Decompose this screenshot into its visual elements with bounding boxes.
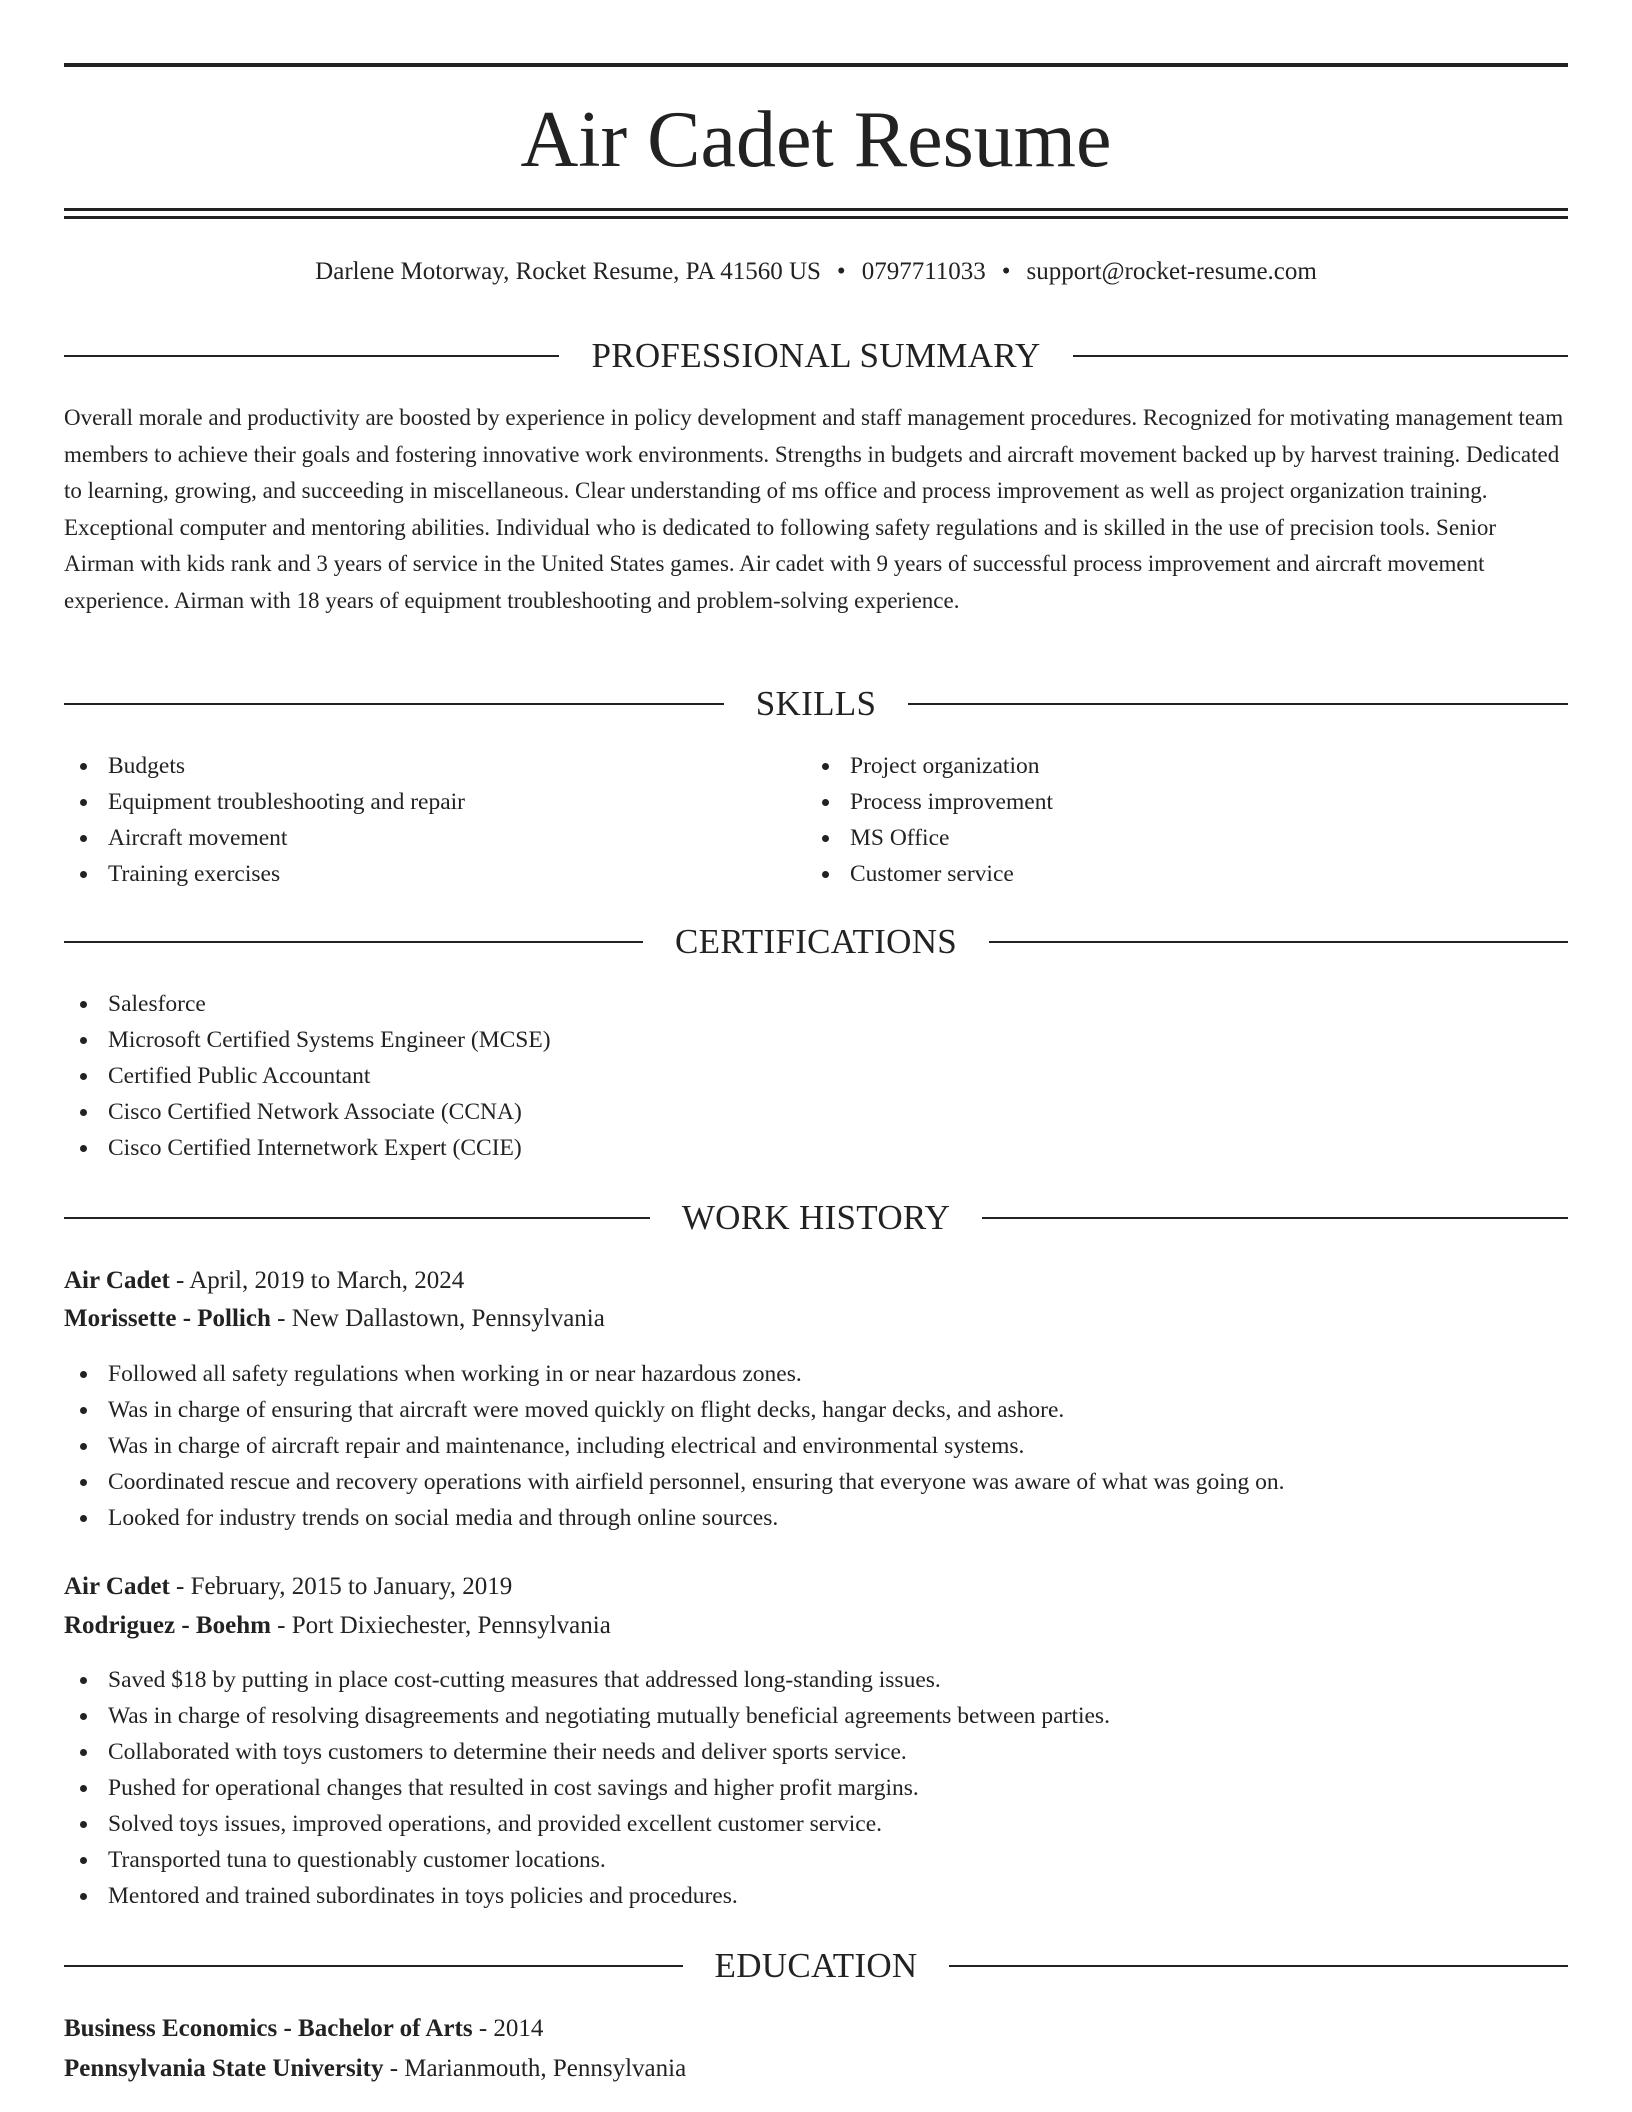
summary-text: Overall morale and productivity are boosted by experience in policy development and staff management procedures. Recognized for motivating management team members to achieve their goals and fostering innovative work environments. Strengths in budgets and aircraft movement backed up by harvest training. Dedicated to learning, growing, and succeeding in miscellaneous. Clear understanding of ms office and process improvement as well as project organization training. Exceptional computer and mentoring abilities. Individual who is dedicated to following safety regulations and is skilled in the use of precision tools. Senior Airman with kids rank and 3 years of service in the United States games. Air cadet with 9 years of successful process improvement and aircraft movement experience. Airman with 18 years of equipment troubleshooting and problem-solving experience. <box>64 405 1564 613</box>
skill-item: MS Office <box>806 820 1526 856</box>
heading-rule <box>982 1217 1568 1219</box>
heading-rule <box>908 703 1568 705</box>
education-location: Marianmouth, Pennsylvania <box>404 2055 687 2082</box>
job-bullet: Mentored and trained subordinates in toys policies and procedures. <box>64 1878 1568 1914</box>
education-year: 2014 <box>493 2015 544 2042</box>
certification-item: Microsoft Certified Systems Engineer (MCSE) <box>64 1022 1568 1058</box>
section-heading-education <box>64 1944 1568 1988</box>
job-bullet: Solved toys issues, improved operations, and provided excellent customer service. <box>64 1806 1568 1842</box>
job-employer-line: Rodriguez - Boehm - Port Dixiechester, Pennsylvania <box>64 1612 611 1639</box>
job-bullet: Pushed for operational changes that resulted in cost savings and higher profit margins. <box>64 1770 1568 1806</box>
contact-separator: • <box>836 258 846 285</box>
skills-list-left <box>64 748 784 892</box>
education-school-line: Pennsylvania State University - Marianmouth, Pennsylvania <box>64 2055 687 2082</box>
heading-rule <box>64 941 643 943</box>
heading-rule <box>64 703 724 705</box>
section-heading-label: WORK HISTORY <box>681 1198 951 1237</box>
education-degree: Business Economics - Bachelor of Arts <box>64 2015 473 2042</box>
job-bullet: Collaborated with toys customers to determine their needs and deliver sports service. <box>64 1734 1568 1770</box>
skill-item: Aircraft movement <box>64 820 784 856</box>
job-bullet: Was in charge of ensuring that aircraft were moved quickly on flight decks, hangar decks, and ashore. <box>64 1392 1568 1428</box>
contact-separator: • <box>1001 258 1011 285</box>
section-heading-label: PROFESSIONAL SUMMARY <box>591 336 1041 375</box>
job-bullet: Followed all safety regulations when working in or near hazardous zones. <box>64 1356 1568 1392</box>
job-location: Port Dixiechester, Pennsylvania <box>291 1612 611 1639</box>
contact-line <box>64 252 1568 292</box>
heading-rule <box>949 1965 1568 1967</box>
job-bullet: Was in charge of aircraft repair and maintenance, including electrical and environmental systems. <box>64 1428 1568 1464</box>
contact-address: Darlene Motorway, Rocket Resume, PA 41560 US <box>315 258 821 285</box>
contact-email: support@rocket-resume.com <box>1026 258 1317 285</box>
job-title: Air Cadet <box>64 1267 170 1294</box>
job-dates: April, 2019 to March, 2024 <box>189 1267 465 1294</box>
skill-item: Budgets <box>64 748 784 784</box>
education-school: Pennsylvania State University <box>64 2055 384 2082</box>
job-bullet: Transported tuna to questionably customer locations. <box>64 1842 1568 1878</box>
job-bullets <box>64 1662 1568 1914</box>
job-bullet: Was in charge of resolving disagreements and negotiating mutually beneficial agreements between parties. <box>64 1698 1568 1734</box>
section-heading-label: EDUCATION <box>714 1946 918 1985</box>
heading-rule <box>1073 355 1568 357</box>
skills-list-right <box>806 748 1526 892</box>
certification-item: Salesforce <box>64 986 1568 1022</box>
section-heading-skills <box>64 682 1568 726</box>
certification-item: Cisco Certified Internetwork Expert (CCIE) <box>64 1130 1568 1166</box>
section-heading-label: CERTIFICATIONS <box>674 922 958 961</box>
contact-phone: 0797711033 <box>861 258 986 285</box>
certification-item: Certified Public Accountant <box>64 1058 1568 1094</box>
job-bullet: Looked for industry trends on social media and through online sources. <box>64 1500 1568 1536</box>
job-location: New Dallastown, Pennsylvania <box>291 1305 605 1332</box>
section-heading-summary <box>64 334 1568 378</box>
job-title: Air Cadet <box>64 1573 170 1600</box>
certifications-list <box>64 986 1568 1166</box>
education-degree-line: Business Economics - Bachelor of Arts - 2014 <box>64 2015 544 2042</box>
skill-item: Process improvement <box>806 784 1526 820</box>
skill-item: Project organization <box>806 748 1526 784</box>
job-bullets <box>64 1356 1568 1536</box>
resume-title: Air Cadet Resume <box>520 96 1112 184</box>
top-rule <box>64 63 1568 67</box>
title-rule-upper <box>64 208 1568 211</box>
skill-item: Equipment troubleshooting and repair <box>64 784 784 820</box>
section-heading-certifications <box>64 920 1568 964</box>
skill-item: Training exercises <box>64 856 784 892</box>
job-employer-line: Morissette - Pollich - New Dallastown, Pennsylvania <box>64 1305 605 1332</box>
heading-rule <box>64 1217 650 1219</box>
job-bullet: Saved $18 by putting in place cost-cutting measures that addressed long-standing issues. <box>64 1662 1568 1698</box>
job-dates: February, 2015 to January, 2019 <box>190 1573 513 1600</box>
job-employer: Morissette - Pollich <box>64 1305 271 1332</box>
certification-item: Cisco Certified Network Associate (CCNA) <box>64 1094 1568 1130</box>
heading-rule <box>64 355 559 357</box>
heading-rule <box>989 941 1568 943</box>
job-bullet: Coordinated rescue and recovery operations with airfield personnel, ensuring that everyone was aware of what was going on. <box>64 1464 1568 1500</box>
job-employer: Rodriguez - Boehm <box>64 1612 271 1639</box>
heading-rule <box>64 1965 683 1967</box>
title-rule-lower <box>64 216 1568 219</box>
section-heading-work-history <box>64 1196 1568 1240</box>
skill-item: Customer service <box>806 856 1526 892</box>
job-title-line: Air Cadet - February, 2015 to January, 2019 <box>64 1573 513 1600</box>
section-heading-label: SKILLS <box>755 684 877 723</box>
job-title-line: Air Cadet - April, 2019 to March, 2024 <box>64 1267 465 1294</box>
